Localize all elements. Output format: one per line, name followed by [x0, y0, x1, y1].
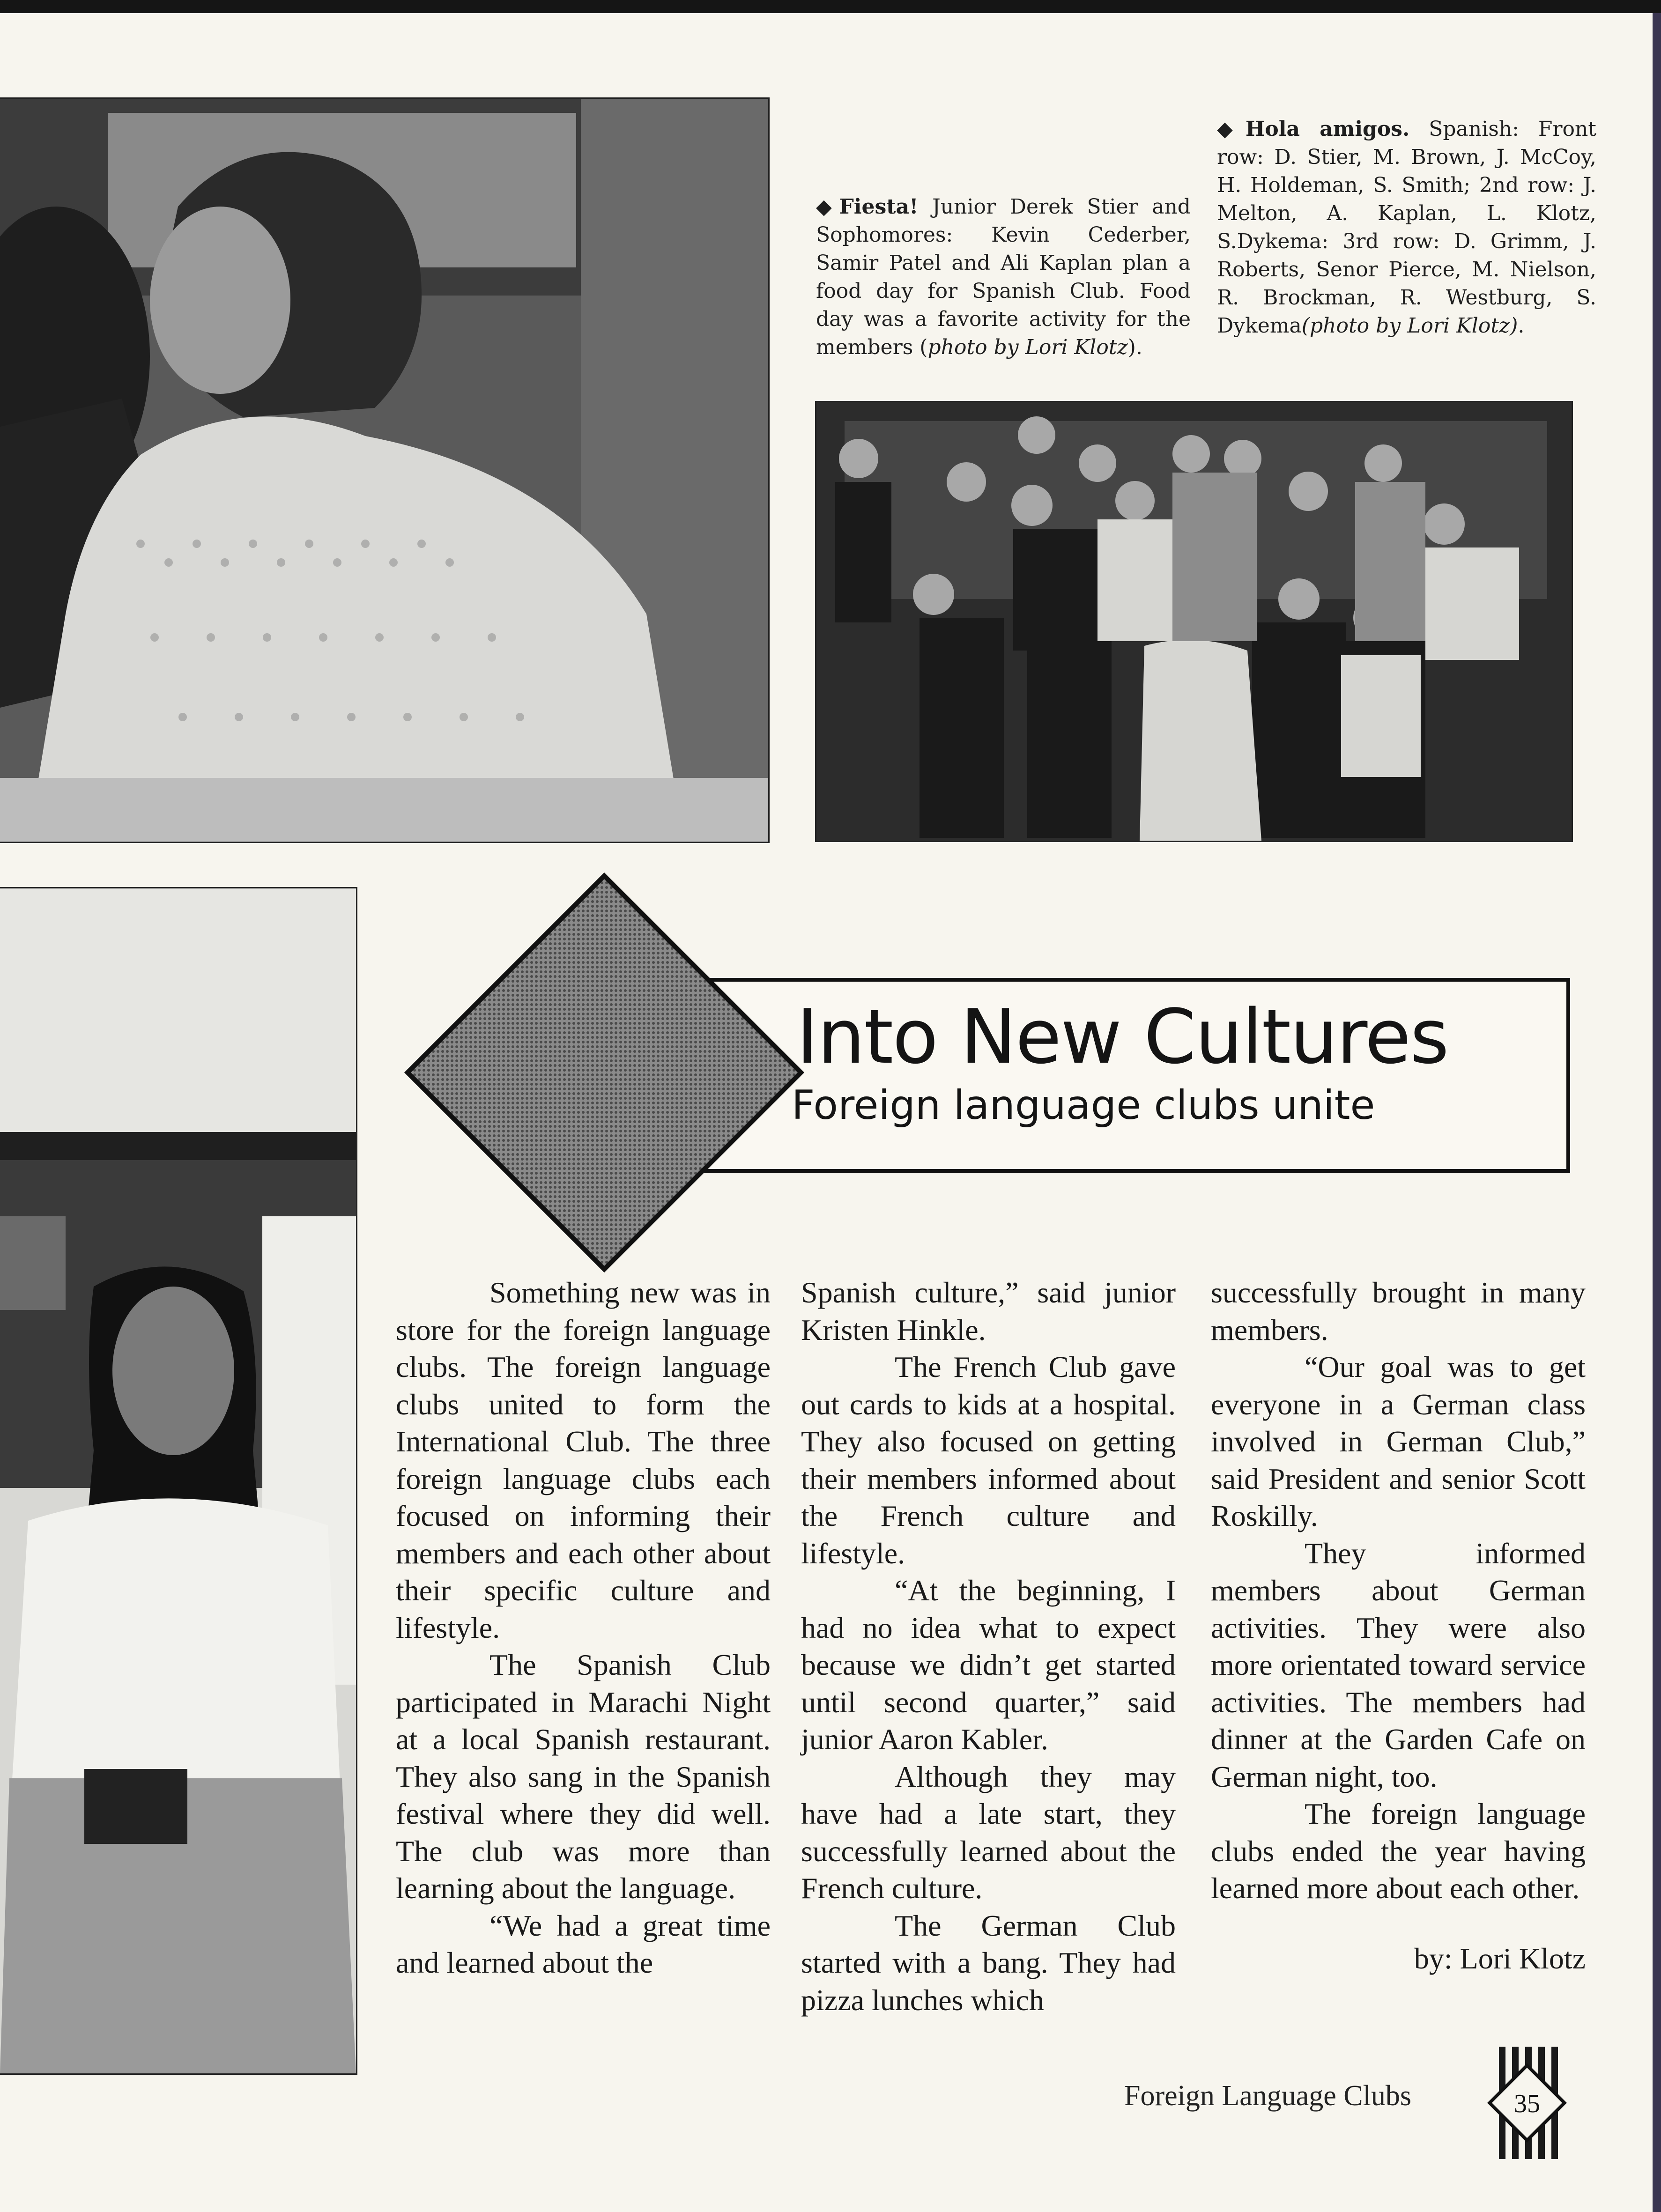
caption-hola-end: .	[1518, 314, 1525, 338]
article-column-2	[801, 1274, 1176, 2019]
caption-fiesta-text: Junior Derek Stier and Sophomores: Kevin Cederber, Samir Patel and Ali Kaplan plan a food day for Spanish Club. Food day was a favorite activity for the members (	[816, 195, 1191, 359]
article-column-1	[396, 1274, 771, 1982]
page-title: Into New Cultures	[796, 993, 1448, 1080]
article-paragraph: “We had a great time and learned about the	[396, 1909, 771, 1979]
article-paragraph: successfully brought in many members.	[1211, 1276, 1586, 1346]
page-number-diamond	[1480, 2047, 1574, 2159]
article-byline: by: Lori Klotz	[1414, 1941, 1586, 1975]
caption-hola-credit: (photo by Lori Klotz)	[1301, 314, 1518, 338]
photo-student-sweater	[0, 97, 770, 843]
article-paragraph: They informed members about German activities. They were also more orientated toward service activities. The members had dinner at the Garden Cafe on German night, too.	[1211, 1536, 1586, 1793]
page-edge	[1653, 13, 1661, 2212]
article-paragraph: Although they may have had a late start, they successfully learned about the French culture.	[801, 1760, 1176, 1905]
caption-fiesta-credit: photo by Lori Klotz	[927, 335, 1128, 359]
top-border	[0, 0, 1661, 13]
caption-hola-amigos	[1217, 115, 1596, 340]
article-paragraph: The French Club gave out cards to kids at a hospital. They also focused on getting their members informed about the French culture and lifestyle.	[801, 1350, 1176, 1570]
article-paragraph: “At the beginning, I had no idea what to expect because we didn’t get started until second quarter,” said junior Aaron Kabler.	[801, 1574, 1176, 1756]
page-number: 35	[1514, 2089, 1540, 2118]
article-paragraph: Something new was in store for the foreign language clubs. The foreign language clubs united to form the International Club. The three foreign language clubs each focused on informing their members and each other about their specific culture and lifestyle.	[396, 1276, 771, 1644]
photo-spanish-club-group	[815, 401, 1573, 842]
article-paragraph: The German Club started with a bang. They had pizza lunches which	[801, 1909, 1176, 2017]
diamond-ornament	[403, 871, 806, 1274]
article-paragraph: The Spanish Club participated in Marachi Night at a local Spanish restaurant. They also sang in the Spanish festival where they did well. The club was more than learning about the language.	[396, 1648, 771, 1905]
article-paragraph: The foreign language clubs ended the year having learned more about each other.	[1211, 1797, 1586, 1905]
article-paragraph: Spanish culture,” said junior Kristen Hinkle.	[801, 1276, 1176, 1346]
article-paragraph: “Our goal was to get everyone in a German class involved in German Club,” said President and senior Scott Roskilly.	[1211, 1350, 1586, 1532]
caption-hola-lead: ◆Hola amigos.	[1217, 117, 1410, 141]
article-column-3	[1211, 1274, 1586, 1977]
page-subtitle: Foreign language clubs unite	[792, 1082, 1375, 1129]
caption-fiesta-end: ).	[1127, 335, 1142, 359]
folio-section-label: Foreign Language Clubs	[1124, 2080, 1412, 2112]
caption-fiesta	[816, 193, 1191, 362]
caption-fiesta-lead: ◆Fiesta!	[816, 195, 919, 219]
caption-hola-text: Spanish: Front row: D. Stier, M. Brown, J. McCoy, H. Holdeman, S. Smith; 2nd row: J. Melton, A. Kaplan, L. Klotz, S.Dykema: 3rd row: D. Grimm, J. Roberts, Senor Pierce, M. Nielson, R. Brockman, R. Westburg, S. Dykema	[1217, 117, 1596, 338]
photo-student-standing	[0, 887, 357, 2075]
